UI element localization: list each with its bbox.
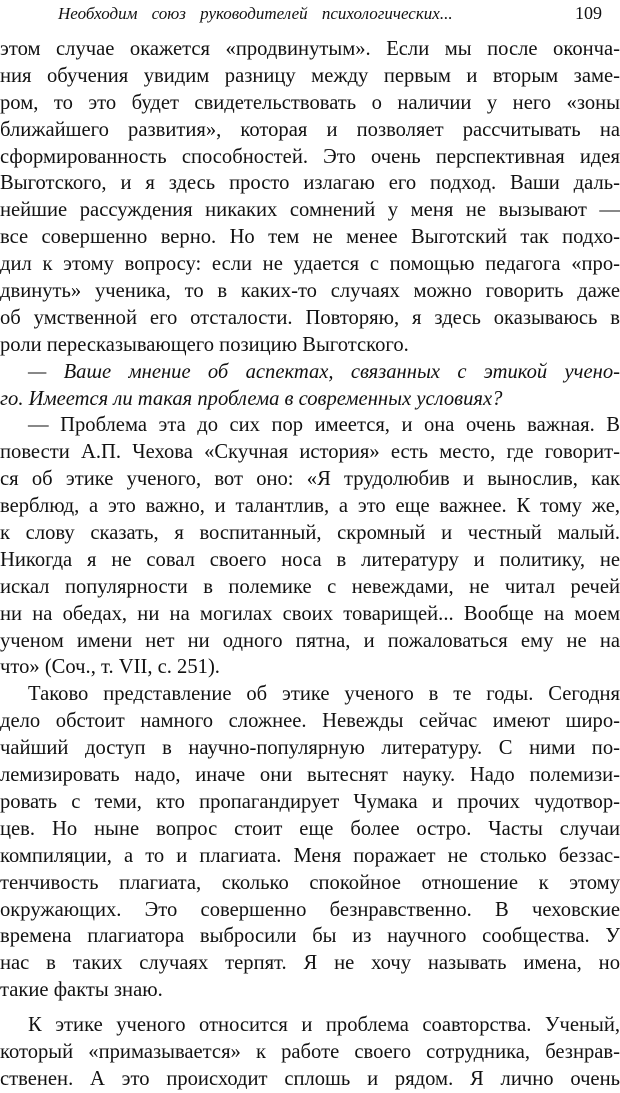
text-line: такие факты знаю. xyxy=(0,979,163,1002)
running-head-title: Необходим союз руководителей психологических... xyxy=(58,4,453,23)
text-line: нас в таких случаях терпят. Я не хочу называть имена, но xyxy=(0,952,620,975)
page-number: 109 xyxy=(575,3,602,23)
text-line: двинуть» ученика, то в каких-то случаях можно говорить даже xyxy=(0,280,620,303)
text-line: чайший доступ в научно-популярную литературу. С ними по- xyxy=(0,737,620,760)
text-line: повести А.П. Чехова «Скучная история» есть место, где говорит- xyxy=(0,441,620,464)
text-line: нейшие рассуждения никаких сомнений у меня не вызывают — xyxy=(0,199,620,222)
text-line: цев. Но ныне вопрос стоит еще более остро. Часты случаи xyxy=(0,817,620,840)
paragraph-gap xyxy=(0,1004,620,1012)
paragraph xyxy=(0,681,620,1004)
text-line: все совершенно верно. Но тем не менее Выготский так подхо- xyxy=(0,226,620,249)
text-line: который «примазывается» к работе своего сотрудника, безнрав- xyxy=(0,1040,620,1063)
text-line: дил к этому вопросу: если не удается с помощью педагога «про- xyxy=(0,253,620,276)
text-line: ния обучения увидим разницу между первым и вторым заме- xyxy=(0,64,620,87)
text-line: — Ваше мнение об аспектах, связанных с этикой учено- xyxy=(28,360,620,383)
text-line: компиляции, а то и плагиата. Меня поражает не столько беззас- xyxy=(0,844,620,867)
text-line: роли пересказывающего позицию Выготского. xyxy=(0,333,409,356)
text-line: сформированность способностей. Это очень перспективная идея xyxy=(0,145,620,168)
text-line: этом случае окажется «продвинутым». Если мы после оконча- xyxy=(0,38,620,60)
text-line: искал популярности в полемике с невеждами, не читал речей xyxy=(0,575,620,598)
text-line: Таково представление об этике ученого в те годы. Сегодня xyxy=(28,683,620,706)
text-line: го. Имеется ли такая проблема в современных условиях? xyxy=(0,387,503,410)
text-line: Выготского, и я здесь просто излагаю его подход. Ваши даль- xyxy=(0,172,620,195)
text-line: окружающих. Это совершенно безнравственно. В чеховские xyxy=(0,898,620,921)
text-line: верблюд, а это важно, и талантлив, а это еще важнее. К тому же, xyxy=(0,495,620,518)
text-line: К этике ученого относится и проблема соавторства. Ученый, xyxy=(28,1014,620,1037)
text-line: об умственной его отсталости. Повторяю, я здесь оказываюсь в xyxy=(0,306,620,329)
paragraph xyxy=(0,1012,620,1093)
text-line: ни на обедах, ни на могилах своих товарищей... Вообще на моем xyxy=(0,602,620,625)
text-line: ближайшего развития», которая и позволяет рассчитывать на xyxy=(0,118,620,141)
interview-question xyxy=(0,359,620,413)
text-line: к слову сказать, я воспитанный, скромный и честный малый. xyxy=(0,522,620,545)
body-text xyxy=(0,36,620,1093)
text-line: ственен. А это происходит сплошь и рядом. Я лично очень xyxy=(0,1067,620,1090)
text-line: тенчивость плагиата, сколько спокойное отношение к этому xyxy=(0,871,620,894)
text-line: Никогда я не совал своего носа в литературу и политику, не xyxy=(0,548,620,571)
text-line: дело обстоит намного сложнее. Невежды сейчас имеют широ- xyxy=(0,710,620,733)
running-head xyxy=(0,0,620,36)
text-line: ся об этике ученого, вот оно: «Я трудолюбив и вынослив, как xyxy=(0,468,620,491)
text-line: лемизировать надо, иначе они вытеснят науку. Надо полемизи- xyxy=(0,764,620,787)
paragraph xyxy=(0,36,620,359)
text-line: времена плагиатора выбросили бы из научного сообщества. У xyxy=(0,925,620,948)
text-line: ученом имени нет ни одного пятна, и пожаловаться ему не на xyxy=(0,629,620,652)
text-line: ром, то это будет свидетельствовать о наличии у него «зоны xyxy=(0,91,620,114)
text-line: что» (Соч., т. VII, с. 251). xyxy=(0,656,220,679)
text-line: ровать с теми, кто пропагандирует Чумака и прочих чудотвор- xyxy=(0,790,620,813)
paragraph xyxy=(0,412,620,681)
text-line: — Проблема эта до сих пор имеется, и она очень важная. В xyxy=(28,414,620,437)
